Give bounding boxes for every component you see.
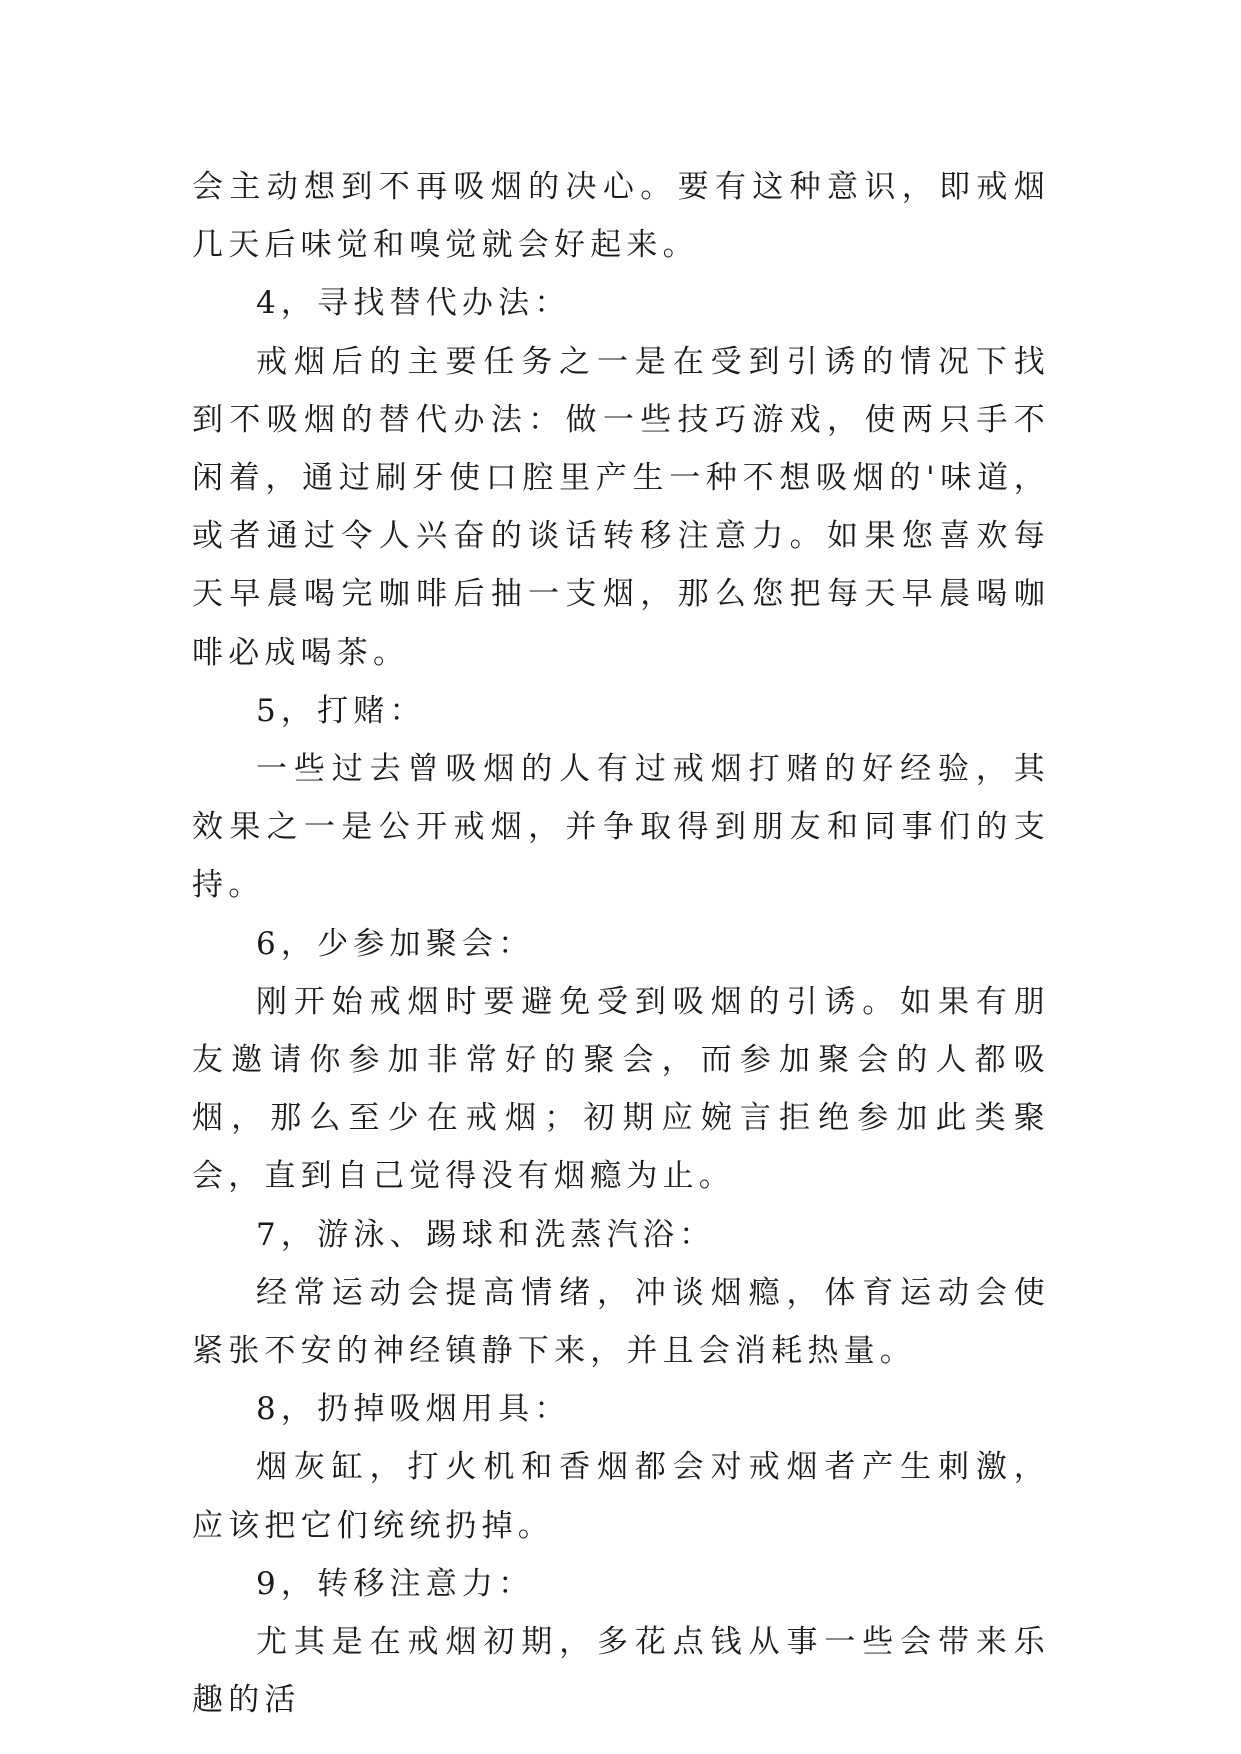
section-heading: 9，转移注意力： — [256, 1565, 535, 1602]
section-heading: 6，少参加聚会： — [256, 925, 535, 962]
body-paragraph: 烟灰缸，打火机和香烟都会对戒烟者产生刺激，应该把它们统统扔掉。 — [192, 1449, 1050, 1544]
section-heading: 8，扔掉吸烟用具： — [256, 1391, 571, 1428]
section-heading: 7，游泳、踢球和洗蒸汽浴： — [256, 1216, 716, 1253]
body-paragraph: 会主动想到不再吸烟的决心。要有这种意识，即戒烟几天后味觉和嗅觉就会好起来。 — [192, 169, 1050, 264]
body-paragraph: 经常运动会提高情绪，冲谈烟瘾，体育运动会使紧张不安的神经镇静下来，并且会消耗热量。 — [192, 1274, 1050, 1370]
body-paragraph: 戒烟后的主要任务之一是在受到引诱的情况下找到不吸烟的替代办法：做一些技巧游戏，使两只手不闲着，通过刷牙使口腔里产生一种不想吸烟的'味道，或者通过令人兴奋的谈话转移注意力。如果您喜欢每天早晨喝完咖啡后抽一支烟，那么您把每天早晨喝咖啡必成喝茶。 — [192, 343, 1050, 671]
document-page — [192, 158, 1050, 1729]
section-heading: 4，寻找替代办法： — [256, 285, 571, 322]
body-paragraph: 尤其是在戒烟初期，多花点钱从事一些会带来乐趣的活 — [192, 1624, 1050, 1719]
body-paragraph: 刚开始戒烟时要避免受到吸烟的引诱。如果有朋友邀请你参加非常好的聚会，而参加聚会的人都吸烟，那么至少在戒烟；初期应婉言拒绝参加此类聚会，直到自己觉得没有烟瘾为止。 — [192, 983, 1050, 1195]
section-heading: 5，打赌： — [256, 692, 426, 729]
body-paragraph: 一些过去曾吸烟的人有过戒烟打赌的好经验，其效果之一是公开戒烟，并争取得到朋友和同事们的支持。 — [192, 751, 1050, 904]
